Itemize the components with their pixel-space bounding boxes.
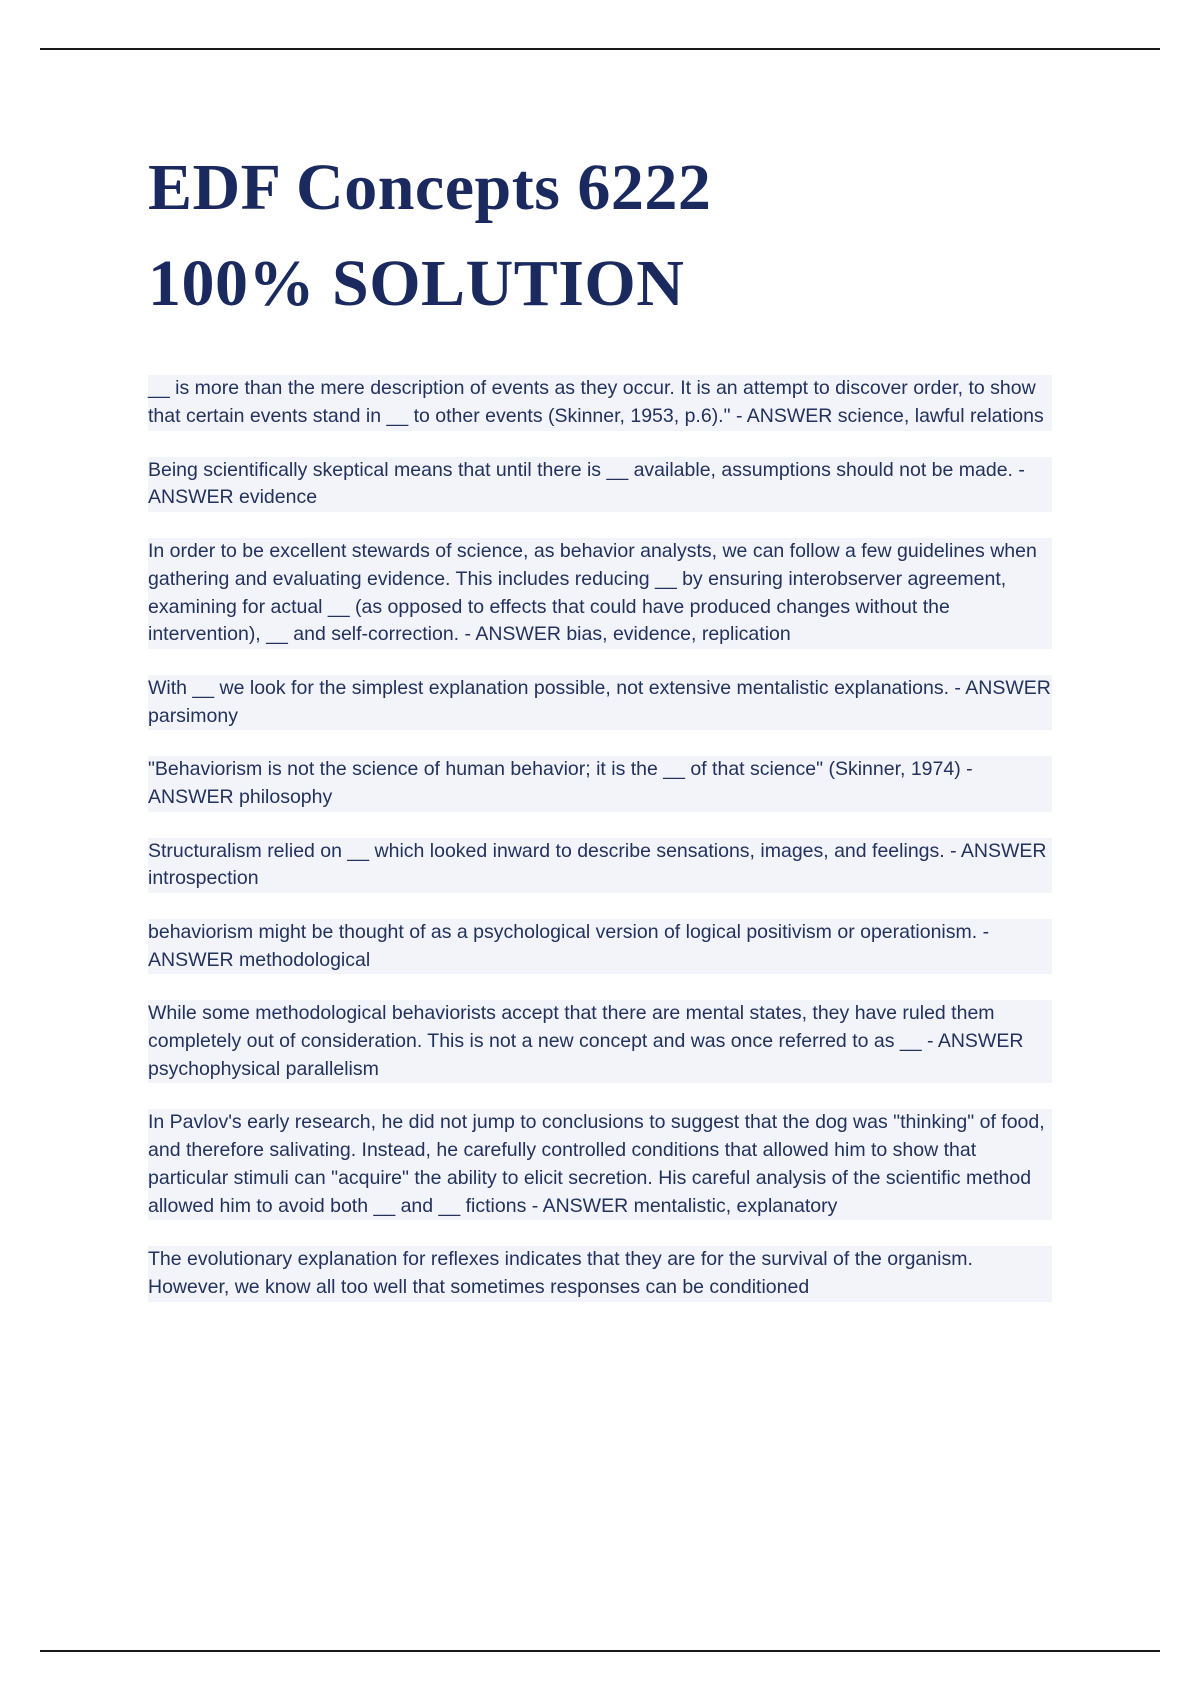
document-content	[148, 140, 1052, 1302]
qa-item: behaviorism might be thought of as a psychological version of logical positivism or operationism. - ANSWER methodological	[148, 919, 1052, 974]
page-title-line-2: 100% SOLUTION	[148, 246, 685, 320]
qa-item: In order to be excellent stewards of science, as behavior analysts, we can follow a few guidelines when gathering and evaluating evidence. This includes reducing __ by ensuring interobserver agreement, examining for actual __ (as opposed to effects that could have produced changes without the intervention), __ and self-correction. - ANSWER bias, evidence, replication	[148, 538, 1052, 649]
qa-item: In Pavlov's early research, he did not jump to conclusions to suggest that the dog was "thinking" of food, and therefore salivating. Instead, he carefully controlled conditions that allowed him to show that particular stimuli can "acquire" the ability to elicit secretion. His careful analysis of the scientific method allowed him to avoid both __ and __ fictions - ANSWER mentalistic, explanatory	[148, 1109, 1052, 1220]
qa-item: Being scientifically skeptical means that until there is __ available, assumptions should not be made. - ANSWER evidence	[148, 457, 1052, 512]
qa-list	[148, 375, 1052, 1301]
qa-item: While some methodological behaviorists accept that there are mental states, they have ruled them completely out of consideration. This is not a new concept and was once referred to as __ - ANSWER psychophysical parallelism	[148, 1000, 1052, 1083]
page-bottom-divider	[40, 1650, 1160, 1652]
qa-item: The evolutionary explanation for reflexes indicates that they are for the survival of the organism. However, we know all too well that sometimes responses can be conditioned	[148, 1246, 1052, 1301]
page-top-divider	[40, 48, 1160, 50]
page-title	[148, 140, 1052, 331]
qa-item: Structuralism relied on __ which looked inward to describe sensations, images, and feelings. - ANSWER introspection	[148, 838, 1052, 893]
page-title-line-1: EDF Concepts 6222	[148, 151, 712, 224]
qa-item: "Behaviorism is not the science of human behavior; it is the __ of that science" (Skinner, 1974) - ANSWER philosophy	[148, 756, 1052, 811]
qa-item: __ is more than the mere description of events as they occur. It is an attempt to discover order, to show that certain events stand in __ to other events (Skinner, 1953, p.6)." - ANSWER science, lawful relations	[148, 375, 1052, 430]
qa-item: With __ we look for the simplest explanation possible, not extensive mentalistic explanations. - ANSWER parsimony	[148, 675, 1052, 730]
